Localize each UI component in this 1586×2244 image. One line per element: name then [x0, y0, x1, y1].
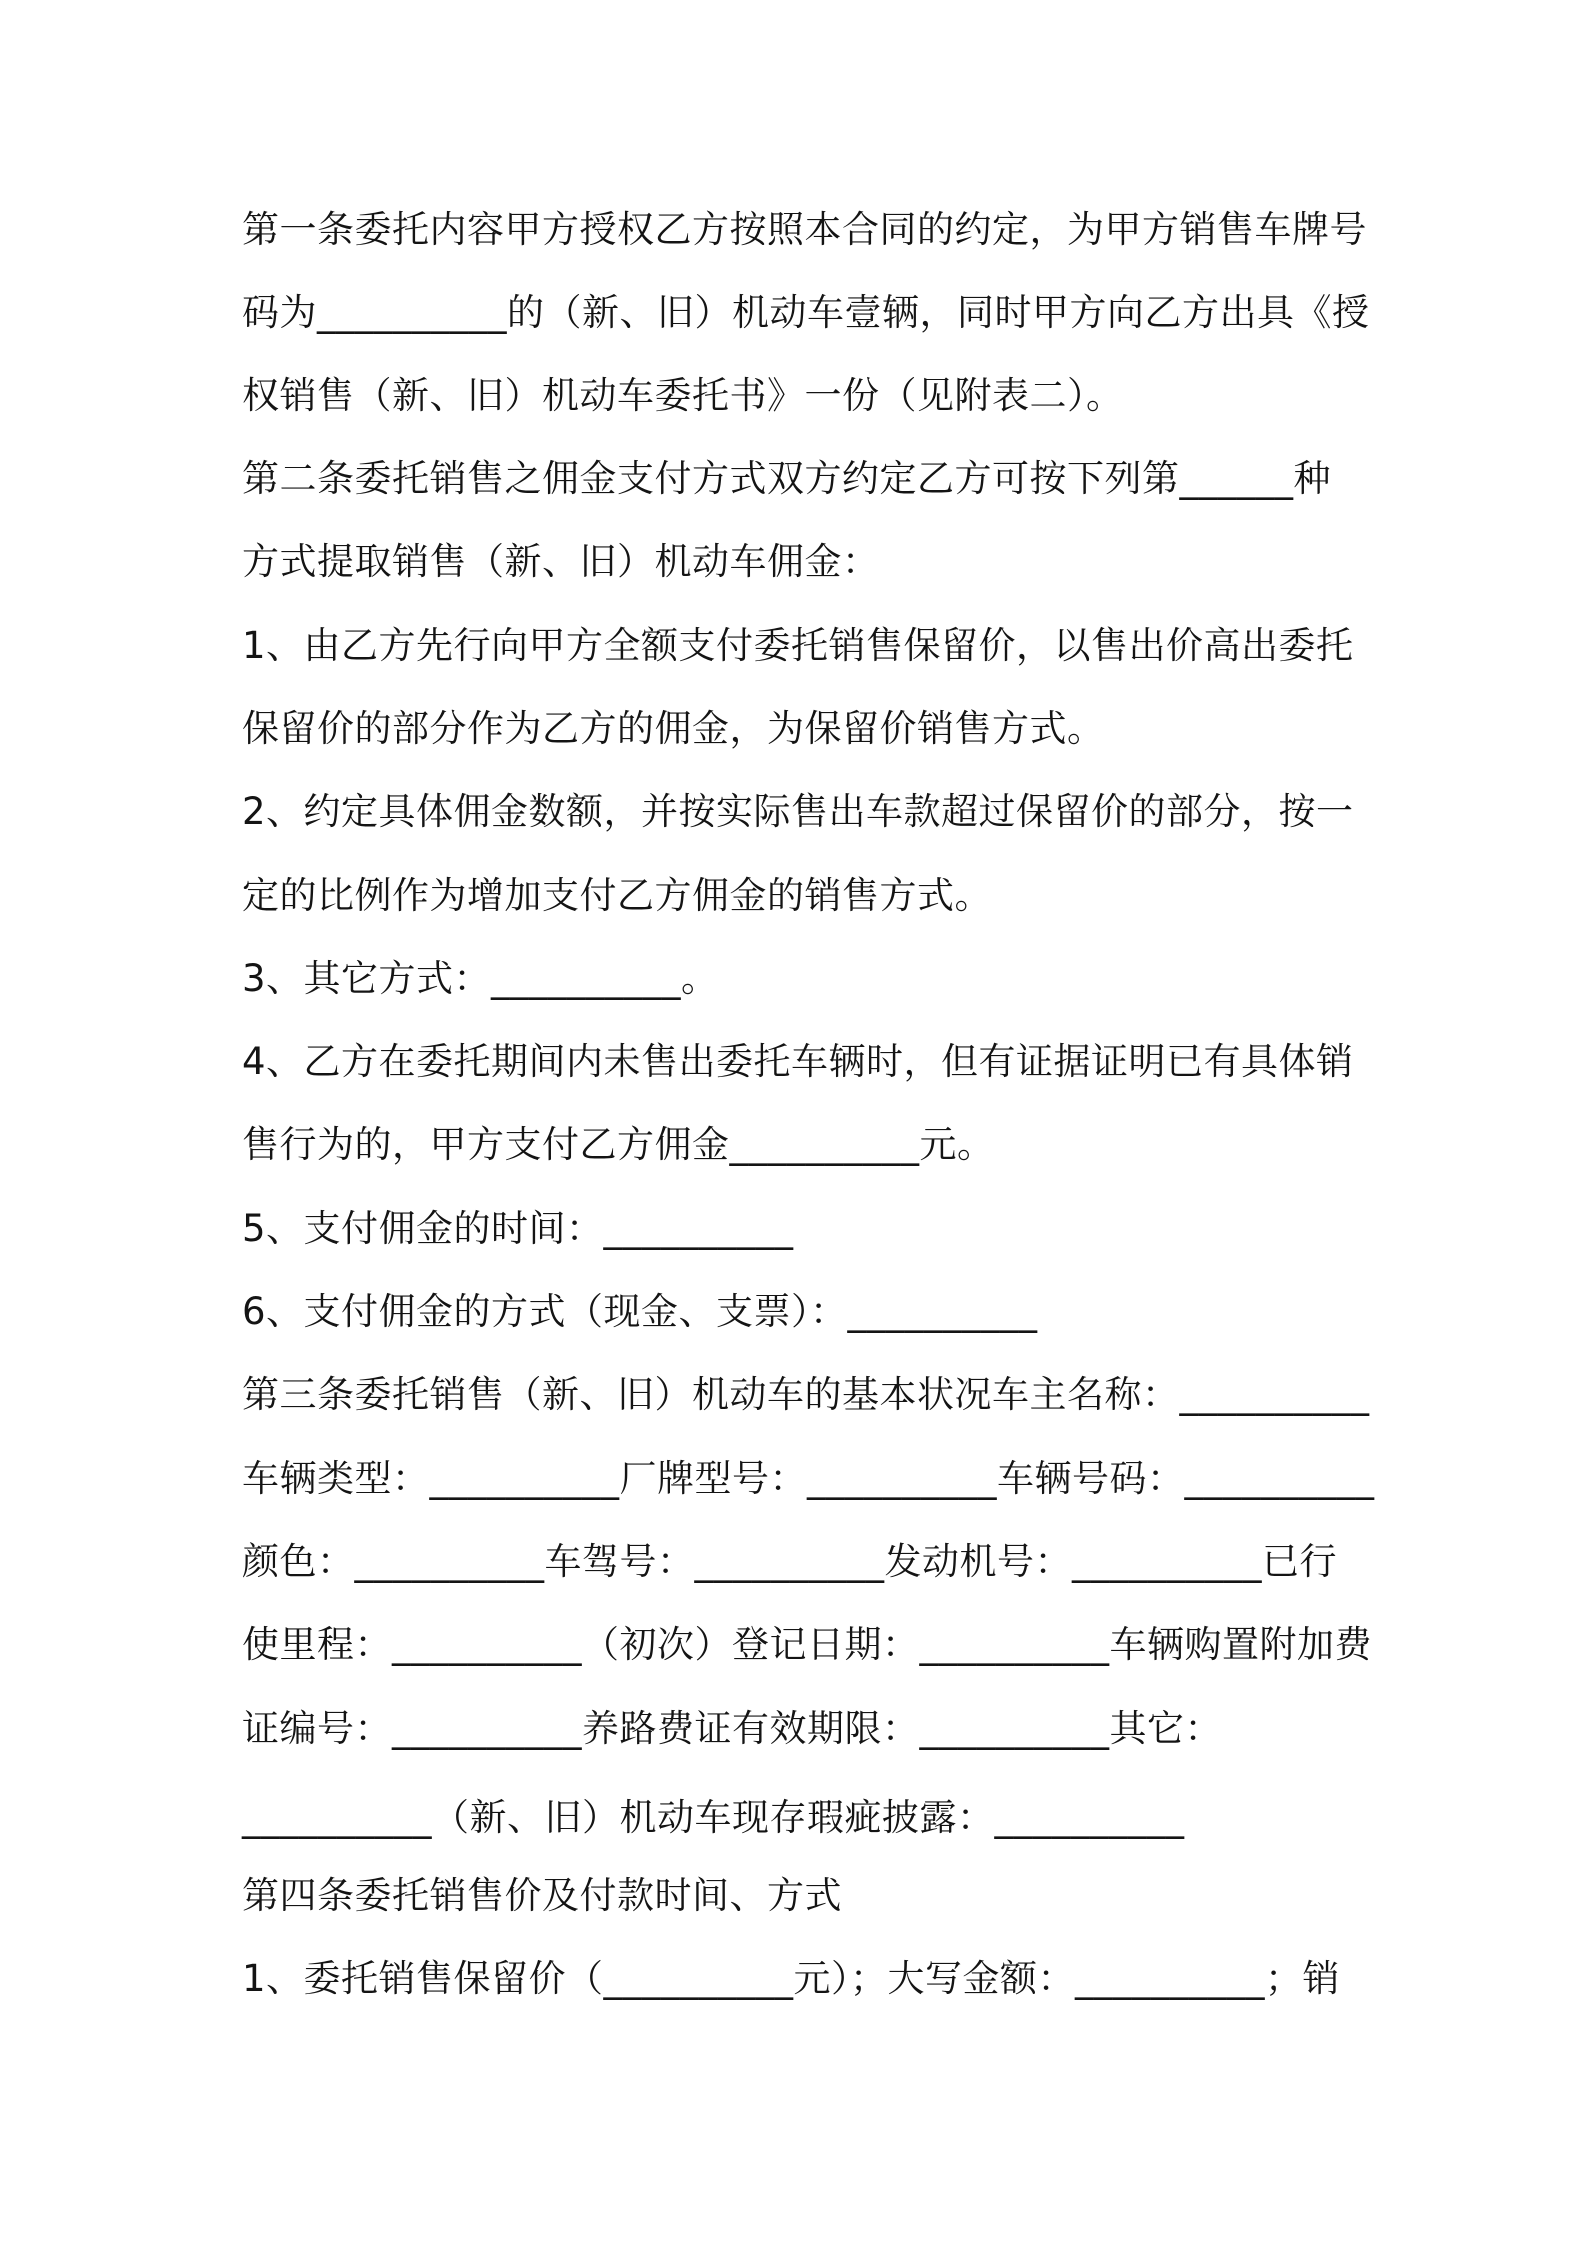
text-line: __________（新、旧）机动车现存瑕疵披露：__________ [242, 1796, 1185, 1839]
text-line: 3、其它方式：__________。 [242, 957, 719, 1000]
text-line: 保留价的部分作为乙方的佣金，为保留价销售方式。 [242, 707, 1105, 750]
text-line: 码为__________的（新、旧）机动车壹辆，同时甲方向乙方出具《授 [242, 291, 1370, 334]
text-line: 定的比例作为增加支付乙方佣金的销售方式。 [242, 874, 992, 917]
text-line: 车辆类型：__________厂牌型号：__________车辆号码：__________ [242, 1457, 1375, 1500]
text-line: 颜色：__________车驾号：__________发动机号：__________已行 [242, 1540, 1337, 1583]
text-line: 使里程：__________（初次）登记日期：__________车辆购置附加费 [242, 1623, 1372, 1666]
text-line: 5、支付佣金的时间：__________ [242, 1207, 794, 1250]
text-line: 第一条委托内容甲方授权乙方按照本合同的约定，为甲方销售车牌号 [242, 208, 1367, 251]
text-line: 2、约定具体佣金数额，并按实际售出车款超过保留价的部分，按一 [242, 790, 1354, 833]
text-line: 第三条委托销售（新、旧）机动车的基本状况车主名称：__________ [242, 1373, 1370, 1416]
text-line: 1、委托销售保留价（__________元）；大写金额：__________；销 [242, 1957, 1341, 2000]
text-line: 证编号：__________养路费证有效期限：__________其它： [242, 1707, 1222, 1750]
text-line: 6、支付佣金的方式（现金、支票）：__________ [242, 1290, 1038, 1333]
text-line: 售行为的，甲方支付乙方佣金__________元。 [242, 1123, 995, 1166]
text-line: 方式提取销售（新、旧）机动车佣金： [242, 540, 880, 583]
text-line: 第二条委托销售之佣金支付方式双方约定乙方可按下列第______种 [242, 457, 1331, 500]
text-line: 1、由乙方先行向甲方全额支付委托销售保留价，以售出价高出委托 [242, 624, 1354, 667]
text-line: 4、乙方在委托期间内未售出委托车辆时，但有证据证明已有具体销 [242, 1040, 1354, 1083]
text-line: 权销售（新、旧）机动车委托书》一份（见附表二）。 [242, 374, 1124, 417]
text-line: 第四条委托销售价及付款时间、方式 [242, 1874, 842, 1917]
